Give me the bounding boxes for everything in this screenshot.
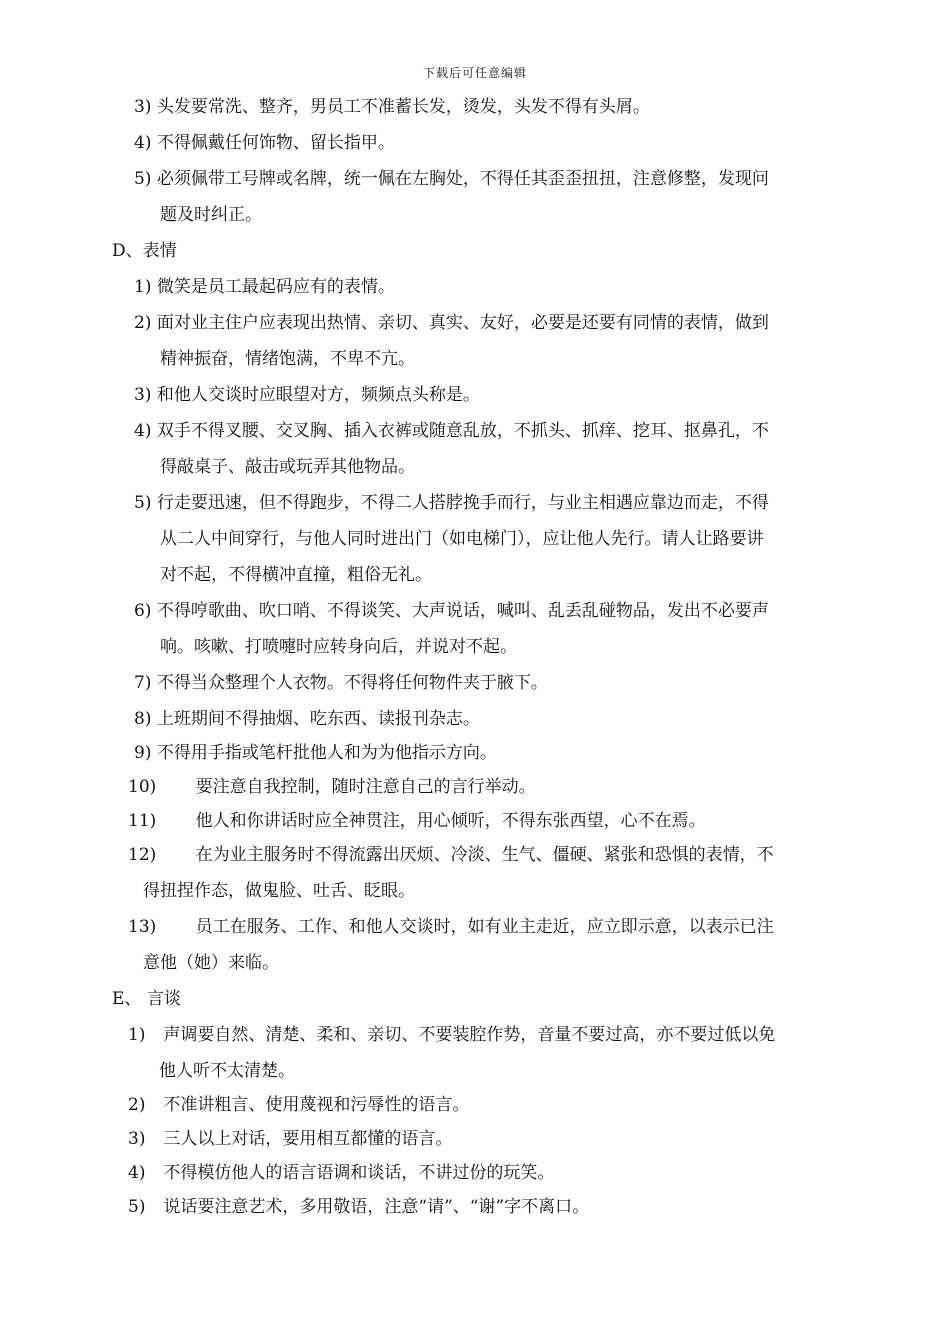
item-text-continuation: 得敲桌子、敲击或玩弄其他物品。 <box>160 457 415 477</box>
item-text-continuation: 意他（她）来临。 <box>143 953 279 973</box>
item-text: 声调要自然、清楚、柔和、亲切、不要装腔作势，音量不要过高，亦不要过低以免 <box>163 1025 776 1045</box>
list-item-e4 <box>128 1160 554 1186</box>
page-header: 下载后可任意编辑 <box>422 66 527 80</box>
list-item-d10 <box>128 774 536 800</box>
item-text: 在为业主服务时不得流露出厌烦、冷淡、生气、僵硬、紧张和恐惧的表情，不 <box>195 845 774 865</box>
item-number: 10) <box>128 777 157 797</box>
item-text: 三人以上对话，要用相互都懂的语言。 <box>163 1129 453 1149</box>
item-number: 3) <box>134 97 152 117</box>
item-text: 行走要迅速，但不得跑步，不得二人搭脖挽手而行，与业主相遇应靠边而走，不得 <box>156 493 769 513</box>
item-text: 和他人交谈时应眼望对方，频频点头称是。 <box>156 385 480 405</box>
list-item-c4 <box>134 130 395 156</box>
section-heading-e: E、 言谈 <box>112 989 181 1009</box>
list-item-e3 <box>128 1126 452 1152</box>
item-number: 1) <box>128 1025 146 1045</box>
item-text: 头发要常洗、整齐，男员工不准蓄长发，烫发，头发不得有头屑。 <box>156 97 650 117</box>
item-number: 5) <box>128 1197 146 1217</box>
list-item-d3 <box>134 382 480 408</box>
item-number: 6) <box>134 601 152 621</box>
item-number: 12) <box>128 845 157 865</box>
item-number: 4) <box>134 421 152 441</box>
item-text: 说话要注意艺术，多用敬语，注意“请”、“谢”字不离口。 <box>163 1197 590 1217</box>
list-item-c5 <box>134 166 769 192</box>
list-item-e5 <box>128 1194 589 1220</box>
item-text: 上班期间不得抽烟、吃东西、读报刊杂志。 <box>156 709 480 729</box>
item-number: 2) <box>128 1095 146 1115</box>
item-text: 不得模仿他人的语言语调和谈话，不讲过份的玩笑。 <box>163 1163 555 1183</box>
item-number: 1) <box>134 277 152 297</box>
item-number: 3) <box>134 385 152 405</box>
item-text: 要注意自我控制，随时注意自己的言行举动。 <box>195 777 536 797</box>
list-item-e2 <box>128 1092 469 1118</box>
item-text: 微笑是员工最起码应有的表情。 <box>156 277 395 297</box>
item-text-continuation: 从二人中间穿行，与他人同时进出门（如电梯门），应让他人先行。请人让路要讲 <box>160 529 764 549</box>
item-number: 13) <box>128 917 157 937</box>
list-item-e1 <box>128 1022 775 1048</box>
item-text: 面对业主住户应表现出热情、亲切、真实、友好，必要是还要有同情的表情，做到 <box>156 313 769 333</box>
item-text: 必须佩带工号牌或名牌，统一佩在左胸处，不得任其歪歪扭扭，注意修整，发现问 <box>156 169 769 189</box>
list-item-c3 <box>134 94 650 120</box>
item-text: 不得佩戴任何饰物、留长指甲。 <box>156 133 395 153</box>
section-heading-d: D、表情 <box>112 241 177 261</box>
list-item-d8 <box>134 706 480 732</box>
item-text: 他人和你讲话时应全神贯注，用心倾听，不得东张西望，心不在焉。 <box>195 811 706 831</box>
item-text-continuation: 响。咳嗽、打喷嚏时应转身向后，并说对不起。 <box>160 637 517 657</box>
item-text-continuation: 题及时纠正。 <box>160 205 262 225</box>
item-number: 9) <box>134 743 152 763</box>
item-number: 8) <box>134 709 152 729</box>
item-text-continuation: 得扭捏作态，做鬼脸、吐舌、眨眼。 <box>143 881 415 901</box>
item-number: 5) <box>134 493 152 513</box>
item-text: 双手不得叉腰、交叉胸、插入衣裤或随意乱放，不抓头、抓痒、挖耳、抠鼻孔，不 <box>156 421 769 441</box>
item-text: 不得当众整理个人衣物。不得将任何物件夹于腋下。 <box>156 673 548 693</box>
list-item-d5 <box>134 490 769 516</box>
item-text-continuation: 他人听不太清楚。 <box>159 1061 295 1081</box>
item-number: 4) <box>134 133 152 153</box>
list-item-d13 <box>128 914 774 940</box>
item-number: 5) <box>134 169 152 189</box>
item-text: 不得用手指或笔杆批他人和为为他指示方向。 <box>156 743 497 763</box>
list-item-d1 <box>134 274 395 300</box>
item-number: 4) <box>128 1163 146 1183</box>
item-text-continuation: 精神振奋，情绪饱满，不卑不亢。 <box>160 349 415 369</box>
list-item-d4 <box>134 418 769 444</box>
item-number: 3) <box>128 1129 146 1149</box>
list-item-d2 <box>134 310 769 336</box>
item-text: 员工在服务、工作、和他人交谈时，如有业主走近，应立即示意，以表示已注 <box>195 917 774 937</box>
item-text: 不准讲粗言、使用蔑视和污辱性的语言。 <box>163 1095 470 1115</box>
item-text: 不得哼歌曲、吹口哨、不得谈笑、大声说话，喊叫、乱丢乱碰物品，发出不必要声 <box>156 601 769 621</box>
item-number: 11) <box>128 811 157 831</box>
item-text-continuation: 对不起，不得横冲直撞，粗俗无礼。 <box>160 565 432 585</box>
list-item-d6 <box>134 598 769 624</box>
item-number: 2) <box>134 313 152 333</box>
list-item-d12 <box>128 842 774 868</box>
list-item-d7 <box>134 670 548 696</box>
item-number: 7) <box>134 673 152 693</box>
list-item-d9 <box>134 740 497 766</box>
list-item-d11 <box>128 808 706 834</box>
